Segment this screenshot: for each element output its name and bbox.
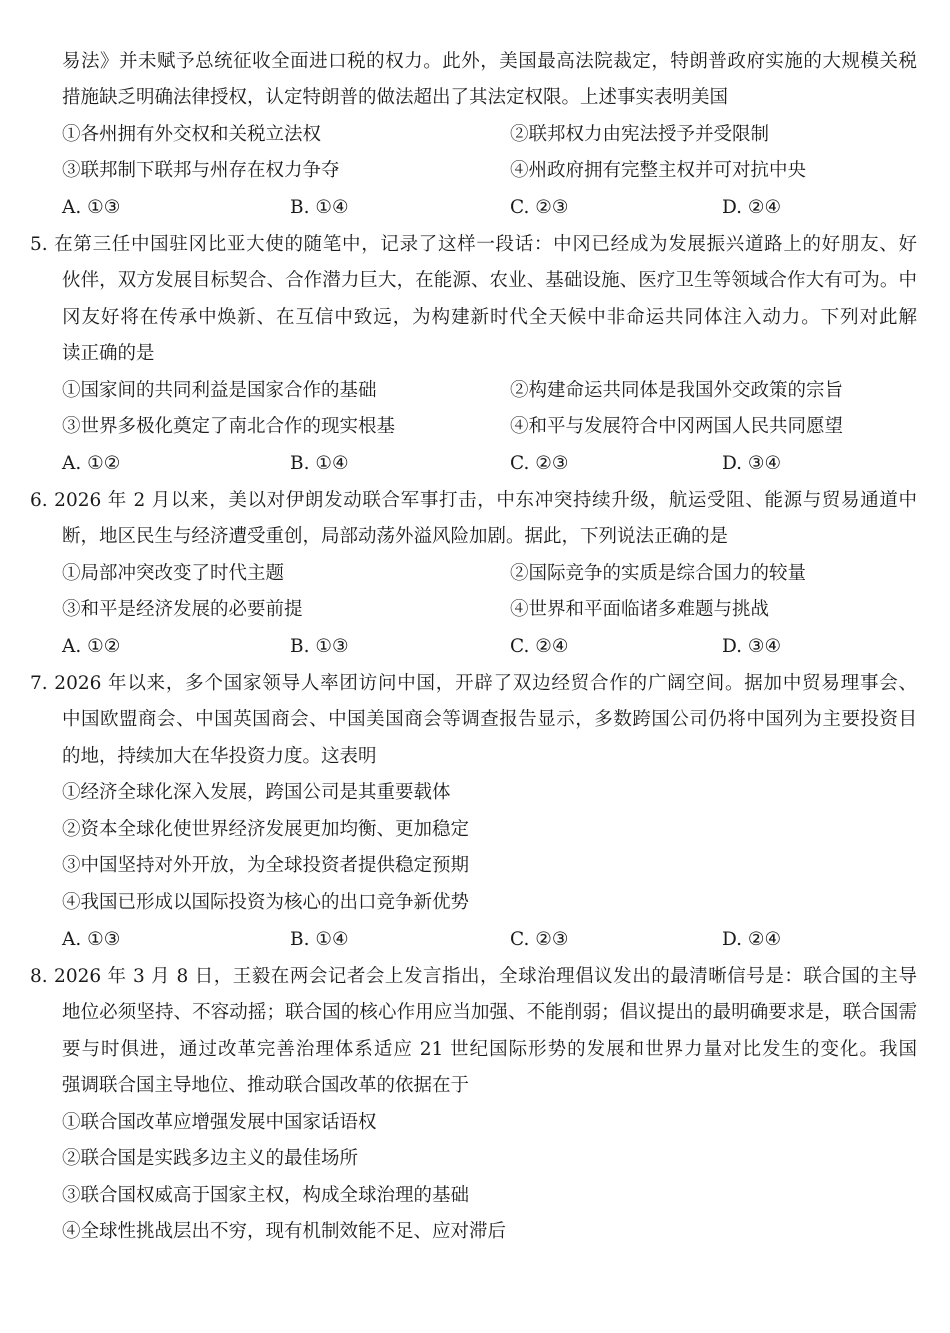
question-8-stem-line-1: 8. 2026 年 3 月 8 日，王毅在两会记者会上发言指出，全球治理倡议发出的最清晰信号是：联合国的主导: [30, 966, 917, 987]
question-7-answer-b: B. ①④: [290, 929, 349, 950]
question-8-stem-line-3: 要与时俱进，通过改革完善治理体系适应 21 世纪国际形势的发展和世界力量对比发生的变化。我国: [62, 1039, 917, 1060]
question-4-text-line-1: 易法》并未赋予总统征收全面进口税的权力。此外，美国最高法院裁定，特朗普政府实施的大规模关税: [62, 51, 917, 72]
question-5-answer-c: C. ②③: [510, 453, 569, 474]
question-7-option-2: ②资本全球化使世界经济发展更加均衡、更加稳定: [62, 819, 470, 840]
question-7-answer-a: A. ①③: [62, 929, 121, 950]
question-6-stem-line-1: 6. 2026 年 2 月以来，美以对伊朗发动联合军事打击，中东冲突持续升级，航运受阻、能源与贸易通道中: [30, 490, 917, 511]
question-6-answer-d: D. ③④: [722, 636, 782, 657]
question-6-option-3: ③和平是经济发展的必要前提: [62, 599, 303, 620]
question-8-option-1: ①联合国改革应增强发展中国家话语权: [62, 1112, 377, 1133]
question-6-option-1: ①局部冲突改变了时代主题: [62, 563, 285, 584]
question-7-stem-line-2: 中国欧盟商会、中国英国商会、中国美国商会等调查报告显示，多数跨国公司仍将中国列为主要投资目: [62, 709, 917, 730]
question-4-text-line-2: 措施缺乏明确法律授权，认定特朗普的做法超出了其法定权限。上述事实表明美国: [62, 87, 729, 108]
question-8-stem-line-4: 强调联合国主导地位、推动联合国改革的依据在于: [62, 1075, 470, 1096]
question-5-option-1: ①国家间的共同利益是国家合作的基础: [62, 380, 377, 401]
question-7-option-1: ①经济全球化深入发展，跨国公司是其重要载体: [62, 782, 451, 803]
question-4-answer-c: C. ②③: [510, 197, 569, 218]
question-7-stem-line-3: 的地，持续加大在华投资力度。这表明: [62, 746, 377, 767]
question-4-answer-b: B. ①④: [290, 197, 349, 218]
question-4-option-3: ③联邦制下联邦与州存在权力争夺: [62, 160, 340, 181]
question-5-stem-line-4: 读正确的是: [62, 343, 155, 364]
question-5-stem-line-1: 5. 在第三任中国驻冈比亚大使的随笔中，记录了这样一段话：中冈已经成为发展振兴道路上的好朋友、好: [30, 234, 917, 255]
question-8-stem-line-2: 地位必须坚持、不容动摇；联合国的核心作用应当加强、不能削弱；倡议提出的最明确要求是，联合国需: [62, 1002, 917, 1023]
question-6-answer-b: B. ①③: [290, 636, 349, 657]
question-8-option-2: ②联合国是实践多边主义的最佳场所: [62, 1148, 359, 1169]
question-5-option-4: ④和平与发展符合中冈两国人民共同愿望: [510, 416, 844, 437]
question-7-answer-c: C. ②③: [510, 929, 569, 950]
question-5-stem-line-3: 冈友好将在传承中焕新、在互信中致远，为构建新时代全天候中非命运共同体注入动力。下列对此解: [62, 307, 917, 328]
question-6-option-4: ④世界和平面临诸多难题与挑战: [510, 599, 770, 620]
question-6-answer-c: C. ②④: [510, 636, 569, 657]
question-8-option-3: ③联合国权威高于国家主权，构成全球治理的基础: [62, 1185, 470, 1206]
question-5-answer-b: B. ①④: [290, 453, 349, 474]
question-5-answer-d: D. ③④: [722, 453, 782, 474]
question-6-option-2: ②国际竞争的实质是综合国力的较量: [510, 563, 807, 584]
question-5-answer-a: A. ①②: [62, 453, 121, 474]
question-7-answer-d: D. ②④: [722, 929, 782, 950]
question-5-option-3: ③世界多极化奠定了南北合作的现实根基: [62, 416, 396, 437]
question-7-option-4: ④我国已形成以国际投资为核心的出口竞争新优势: [62, 892, 470, 913]
question-7-option-3: ③中国坚持对外开放，为全球投资者提供稳定预期: [62, 855, 470, 876]
question-4-option-1: ①各州拥有外交权和关税立法权: [62, 124, 322, 145]
question-4-option-2: ②联邦权力由宪法授予并受限制: [510, 124, 770, 145]
question-8-option-4: ④全球性挑战层出不穷，现有机制效能不足、应对滞后: [62, 1221, 507, 1242]
question-5-option-2: ②构建命运共同体是我国外交政策的宗旨: [510, 380, 844, 401]
question-5-stem-line-2: 伙伴，双方发展目标契合、合作潜力巨大，在能源、农业、基础设施、医疗卫生等领域合作大有可为。中: [62, 270, 917, 291]
question-4-answer-a: A. ①③: [62, 197, 121, 218]
question-6-stem-line-2: 断，地区民生与经济遭受重创，局部动荡外溢风险加剧。据此，下列说法正确的是: [62, 526, 729, 547]
question-7-stem-line-1: 7. 2026 年以来，多个国家领导人率团访问中国，开辟了双边经贸合作的广阔空间。据加中贸易理事会、: [30, 673, 917, 694]
question-4-option-4: ④州政府拥有完整主权并可对抗中央: [510, 160, 807, 181]
question-4-answer-d: D. ②④: [722, 197, 782, 218]
question-6-answer-a: A. ①②: [62, 636, 121, 657]
